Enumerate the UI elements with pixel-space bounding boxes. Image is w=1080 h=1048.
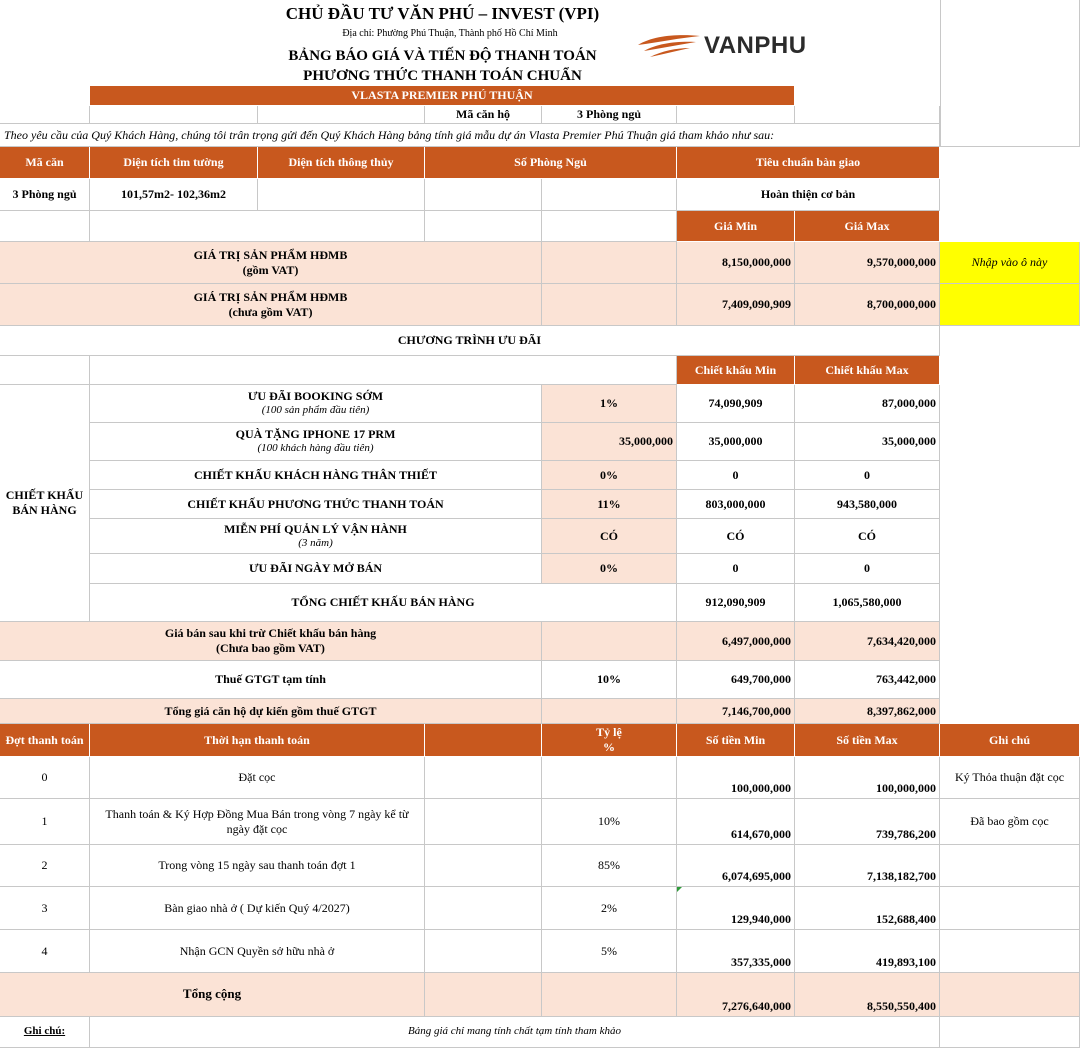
- spec-handover: Hoàn thiện cơ bản: [677, 179, 940, 211]
- promo-item-min: 74,090,909: [677, 385, 795, 423]
- product-value-sub: (chưa gồm VAT): [228, 304, 313, 319]
- promo-item-max: 0: [795, 554, 940, 584]
- schedule-note: [940, 845, 1080, 887]
- spec-header-handover: Tiêu chuẩn bàn giao: [677, 147, 940, 179]
- spec-code: 3 Phòng ngủ: [0, 179, 90, 211]
- promo-item-max: 0: [795, 461, 940, 490]
- cell-empty: [940, 1017, 1080, 1048]
- promo-item-min: 0: [677, 461, 795, 490]
- summary-max: 8,397,862,000: [795, 699, 940, 724]
- cell-empty: [0, 106, 90, 124]
- cell-empty: [425, 757, 542, 799]
- schedule-phase: 0: [0, 757, 90, 799]
- vanphu-logo: [636, 30, 836, 62]
- summary-max: 763,442,000: [795, 661, 940, 699]
- schedule-header-rate-line1: Tỷ lệ: [596, 725, 622, 739]
- price-header-max: Giá Max: [795, 211, 940, 242]
- product-value-title: GIÁ TRỊ SẢN PHẨM HĐMB: [193, 289, 348, 304]
- cell-empty: [425, 887, 542, 930]
- footer-label: Ghi chú:: [0, 1017, 90, 1048]
- schedule-min: 6,074,695,000: [677, 845, 795, 887]
- cell-empty: [542, 211, 677, 242]
- spec-header-net-area: Diện tích thông thủy: [258, 147, 425, 179]
- promo-item-sub: (100 sản phẩm đầu tiên): [261, 404, 370, 417]
- summary-title: Giá bán sau khi trừ Chiết khấu bán hàng: [164, 626, 377, 640]
- summary-min: 649,700,000: [677, 661, 795, 699]
- cell-comment-marker: [677, 887, 682, 892]
- cell-empty: [677, 106, 795, 124]
- cell-empty: [425, 930, 542, 973]
- doc-title: BẢNG BÁO GIÁ VÀ TIẾN ĐỘ THANH TOÁN: [288, 47, 597, 64]
- summary-rate: [542, 622, 677, 661]
- promo-total-max: 1,065,580,000: [795, 584, 940, 622]
- schedule-header-max: Số tiền Max: [795, 724, 940, 757]
- product-value-sub: (gồm VAT): [242, 262, 299, 277]
- company-title: CHỦ ĐẦU TƯ VĂN PHÚ – INVEST (VPI): [285, 4, 600, 24]
- schedule-header-note: Ghi chú: [940, 724, 1080, 757]
- cell-empty: [0, 356, 90, 385]
- product-value-max: 9,570,000,000: [795, 242, 940, 284]
- schedule-rate: 2%: [542, 887, 677, 930]
- summary-label: [0, 622, 542, 661]
- vanphu-logo-text: VANPHU: [704, 32, 807, 59]
- summary-rate: [542, 699, 677, 724]
- schedule-header-term: Thời hạn thanh toán: [90, 724, 425, 757]
- schedule-term: Nhận GCN Quyền sở hữu nhà ở: [90, 930, 425, 973]
- summary-rate: 10%: [542, 661, 677, 699]
- schedule-term: Đặt cọc: [90, 757, 425, 799]
- cell-empty: [90, 106, 258, 124]
- cell-empty: [542, 284, 677, 326]
- promo-group-label: CHIẾT KHẤU BÁN HÀNG: [0, 385, 90, 622]
- schedule-phase: 1: [0, 799, 90, 845]
- schedule-min: 614,670,000: [677, 799, 795, 845]
- project-name: VLASTA PREMIER PHÚ THUẬN: [90, 86, 795, 106]
- schedule-total-max: 8,550,550,400: [795, 973, 940, 1017]
- product-value-min: 8,150,000,000: [677, 242, 795, 284]
- promo-item-title: ƯU ĐÃI NGÀY MỞ BÁN: [90, 554, 542, 584]
- schedule-rate: 10%: [542, 799, 677, 845]
- input-note[interactable]: Nhập vào ô này: [940, 242, 1080, 284]
- spec-header-bedrooms: Số Phòng Ngủ: [425, 147, 677, 179]
- product-value-label: [0, 242, 542, 284]
- schedule-max: 152,688,400: [795, 887, 940, 930]
- cell-empty: [940, 0, 1080, 147]
- company-address: Địa chỉ: Phường Phú Thuận, Thành phố Hồ Chí Minh: [342, 27, 558, 39]
- summary-title: Thuế GTGT tạm tính: [0, 661, 542, 699]
- promo-item-label: [90, 519, 542, 554]
- intro-text: Theo yêu cầu của Quý Khách Hàng, chúng tôi trân trọng gửi đến Quý Khách Hàng bảng tính giá mẫu dự án Vlasta Premier Phú Thuận giá tham khảo như sau:: [0, 124, 940, 147]
- promo-item-min: 803,000,000: [677, 490, 795, 519]
- schedule-min: 129,940,000: [677, 887, 795, 930]
- unit-label: Mã căn hộ: [425, 106, 542, 124]
- cell-empty: [0, 211, 90, 242]
- cell-empty: [90, 211, 425, 242]
- schedule-max: 100,000,000: [795, 757, 940, 799]
- schedule-header-rate-line2: %: [603, 740, 615, 754]
- promo-item-min: 0: [677, 554, 795, 584]
- schedule-total-min: 7,276,640,000: [677, 973, 795, 1017]
- promo-item-max: 943,580,000: [795, 490, 940, 519]
- vanphu-logo-mark-icon: [636, 33, 700, 59]
- cell-empty: [258, 106, 425, 124]
- spec-header-area: Diện tích tim tường: [90, 147, 258, 179]
- promo-title: CHƯƠNG TRÌNH ƯU ĐÃI: [0, 326, 940, 356]
- schedule-phase: 4: [0, 930, 90, 973]
- cell-empty: [425, 973, 542, 1017]
- promo-item-min: 35,000,000: [677, 423, 795, 461]
- price-header-min: Giá Min: [677, 211, 795, 242]
- cell-empty: [940, 973, 1080, 1017]
- cell-empty: [425, 799, 542, 845]
- schedule-min: 357,335,000: [677, 930, 795, 973]
- promo-item-sub: (100 khách hàng đầu tiên): [257, 442, 374, 455]
- promo-item-rate: 1%: [542, 385, 677, 423]
- schedule-phase: 3: [0, 887, 90, 930]
- cell-empty: [90, 356, 677, 385]
- schedule-phase: 2: [0, 845, 90, 887]
- promo-item-sub: (3 năm): [298, 536, 333, 549]
- spec-header-code: Mã căn: [0, 147, 90, 179]
- promo-item-rate: 0%: [542, 461, 677, 490]
- summary-title: Tổng giá căn hộ dự kiến gồm thuế GTGT: [0, 699, 542, 724]
- product-value-max: 8,700,000,000: [795, 284, 940, 326]
- schedule-note: [940, 930, 1080, 973]
- product-value-label: [0, 284, 542, 326]
- schedule-header-min: Số tiền Min: [677, 724, 795, 757]
- doc-subtitle: PHƯƠNG THỨC THANH TOÁN CHUẨN: [303, 67, 582, 84]
- schedule-header-phase: Đợt thanh toán: [0, 724, 90, 757]
- promo-item-title: ƯU ĐÃI BOOKING SỚM: [247, 389, 384, 404]
- cell-empty: [425, 845, 542, 887]
- promo-item-max: 35,000,000: [795, 423, 940, 461]
- spec-net-area: [258, 179, 425, 211]
- promo-item-min: CÓ: [677, 519, 795, 554]
- promo-item-title: CHIẾT KHẤU KHÁCH HÀNG THÂN THIẾT: [90, 461, 542, 490]
- schedule-min: 100,000,000: [677, 757, 795, 799]
- input-cell[interactable]: [940, 284, 1080, 326]
- cell-empty: [542, 242, 677, 284]
- schedule-term: Thanh toán & Ký Hợp Đồng Mua Bán trong vòng 7 ngày kể từ ngày đặt cọc: [90, 799, 425, 845]
- cell-empty: [542, 973, 677, 1017]
- cell-empty: [940, 326, 1080, 724]
- promo-item-title: QUÀ TẶNG IPHONE 17 PRM: [235, 427, 396, 442]
- spec-bedrooms: [425, 179, 542, 211]
- schedule-rate: 5%: [542, 930, 677, 973]
- schedule-total-label: Tổng cộng: [0, 973, 425, 1017]
- footer-text: Bảng giá chỉ mang tính chất tạm tính tham khảo: [90, 1017, 940, 1048]
- unit-value: 3 Phòng ngủ: [542, 106, 677, 124]
- summary-min: 6,497,000,000: [677, 622, 795, 661]
- promo-item-rate: 35,000,000: [542, 423, 677, 461]
- summary-sub: (Chưa bao gồm VAT): [216, 641, 325, 655]
- summary-min: 7,146,700,000: [677, 699, 795, 724]
- schedule-rate: 85%: [542, 845, 677, 887]
- schedule-term: Bàn giao nhà ở ( Dự kiến Quý 4/2027): [90, 887, 425, 930]
- schedule-note: [940, 887, 1080, 930]
- promo-item-label: [90, 385, 542, 423]
- schedule-note: Ký Thỏa thuận đặt cọc: [940, 757, 1080, 799]
- product-value-title: GIÁ TRỊ SẢN PHẨM HĐMB: [193, 247, 348, 262]
- schedule-max: 739,786,200: [795, 799, 940, 845]
- schedule-max: 419,893,100: [795, 930, 940, 973]
- schedule-rate: [542, 757, 677, 799]
- promo-total-min: 912,090,909: [677, 584, 795, 622]
- product-value-min: 7,409,090,909: [677, 284, 795, 326]
- promo-item-rate: 0%: [542, 554, 677, 584]
- promo-item-rate: 11%: [542, 490, 677, 519]
- schedule-note: Đã bao gồm cọc: [940, 799, 1080, 845]
- promo-item-max: CÓ: [795, 519, 940, 554]
- promo-header-max: Chiết khấu Max: [795, 356, 940, 385]
- cell-empty: [425, 211, 542, 242]
- cell-empty: [795, 106, 940, 124]
- promo-item-title: MIỄN PHÍ QUẢN LÝ VẬN HÀNH: [224, 521, 407, 536]
- promo-item-max: 87,000,000: [795, 385, 940, 423]
- schedule-header-rate: [542, 724, 677, 757]
- schedule-term: Trong vòng 15 ngày sau thanh toán đợt 1: [90, 845, 425, 887]
- cell-empty: [542, 179, 677, 211]
- promo-item-title: CHIẾT KHẤU PHƯƠNG THỨC THANH TOÁN: [90, 490, 542, 519]
- promo-header-min: Chiết khấu Min: [677, 356, 795, 385]
- summary-max: 7,634,420,000: [795, 622, 940, 661]
- spec-area: 101,57m2- 102,36m2: [90, 179, 258, 211]
- promo-total-label: TỔNG CHIẾT KHẤU BÁN HÀNG: [90, 584, 677, 622]
- promo-item-label: [90, 423, 542, 461]
- schedule-max: 7,138,182,700: [795, 845, 940, 887]
- cell-empty: [425, 724, 542, 757]
- promo-item-rate: CÓ: [542, 519, 677, 554]
